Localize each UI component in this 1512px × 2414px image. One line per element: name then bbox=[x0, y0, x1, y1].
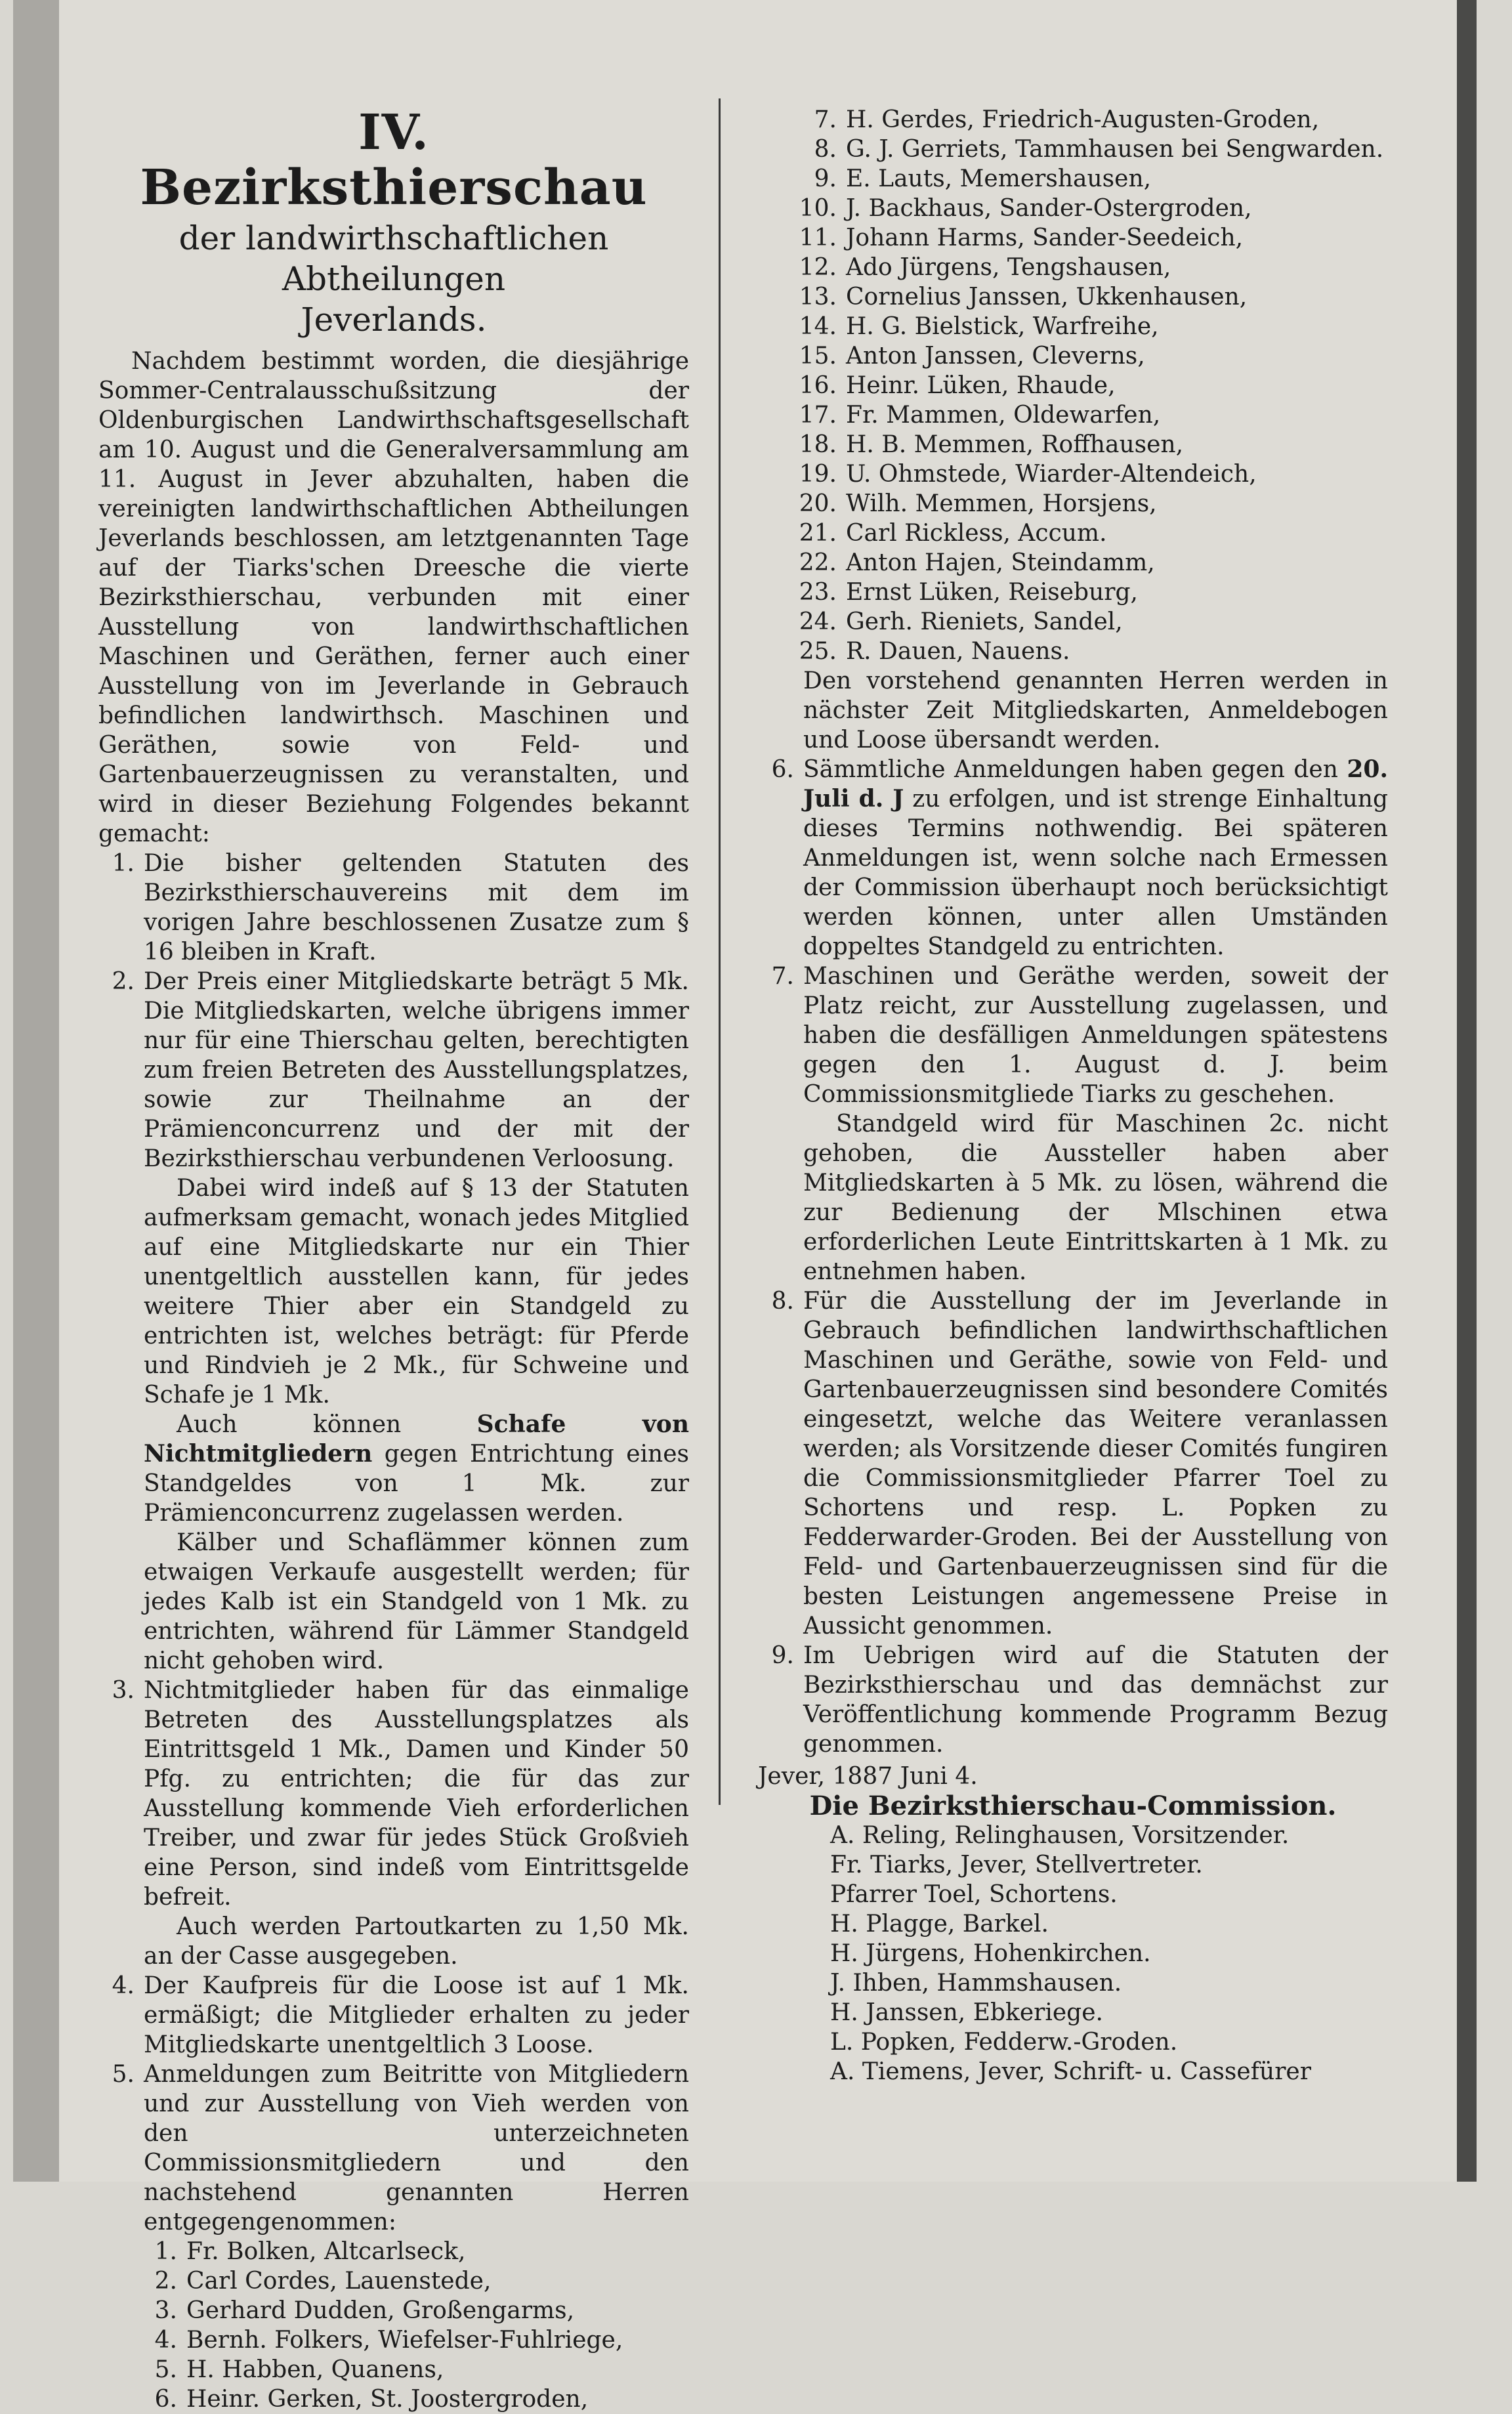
agent-list-item bbox=[98, 2355, 689, 2384]
agent-number: 14. bbox=[799, 313, 837, 340]
clause-4 bbox=[98, 1971, 689, 2060]
agent-list-item bbox=[758, 371, 1388, 400]
agent-number: 1. bbox=[154, 2238, 177, 2265]
agent-list-item bbox=[98, 2296, 689, 2325]
agent-name: U. Ohmstede, Wiarder-Altendeich, bbox=[846, 461, 1257, 488]
agent-number: 12. bbox=[799, 254, 837, 281]
clause-number: 7. bbox=[771, 963, 794, 990]
agent-number: 21. bbox=[799, 520, 837, 547]
clause-number: 1. bbox=[112, 850, 135, 877]
clause-1 bbox=[98, 849, 689, 967]
agent-list-item bbox=[758, 194, 1388, 223]
agent-number: 5. bbox=[154, 2356, 177, 2383]
page-binding-edge bbox=[1457, 0, 1477, 2182]
commission-member: H. Jürgens, Hohenkirchen. bbox=[830, 1940, 1151, 1967]
agent-list-item bbox=[98, 2384, 689, 2414]
agent-list-item bbox=[758, 223, 1388, 253]
commission-member: Fr. Tiarks, Jever, Stellvertreter. bbox=[830, 1852, 1203, 1878]
right-column bbox=[758, 105, 1388, 2086]
agent-list-item bbox=[758, 253, 1388, 282]
agent-name: Ado Jürgens, Tengshausen, bbox=[846, 254, 1171, 281]
agent-name: E. Lauts, Memershausen, bbox=[846, 165, 1152, 192]
clause-text: Der Preis einer Mitgliedskarte beträgt 5 Mk. Die Mitgliedskarten, welche übrigens immer nur für eine Thierschau gelten, berechtigten zum freien Betreten des Ausstellungsplatzes, sowie zur Theilnahme an der Prämienconcurrenz und der mit der Bezirksthierschau verbundenen Verloosung. bbox=[144, 968, 689, 1172]
clause-text: Die bisher geltenden Statuten des Bezirksthierschauvereins mit dem im vorigen Jahre beschlossenen Zusatze zum § 16 bleiben in Kraft. bbox=[144, 850, 689, 965]
commission-member: J. Ihben, Hammshausen. bbox=[830, 1970, 1122, 1997]
text-run: zu erfolgen, und ist strenge Einhaltung dieses Termins nothwendig. Bei späteren Anmeldungen ist, wenn solche nach Ermessen der Commission überhaupt noch berücksichtigt werden können, unter allen Umständen doppeltes Standgeld zu entrichten. bbox=[803, 786, 1388, 960]
clause-paragraph: Standgeld wird für Maschinen 2c. nicht gehoben, die Aussteller haben aber Mitgliedskarten à 5 Mk. zu lösen, während die zur Bedienung der Mlschinen etwa erforderlichen Leute Eintrittskarten à 1 Mk. zu entnehmen haben. bbox=[803, 1111, 1388, 1285]
agent-list-item bbox=[98, 2325, 689, 2355]
clause-number: 8. bbox=[771, 1288, 794, 1315]
commission-member: H. Plagge, Barkel. bbox=[830, 1911, 1049, 1938]
agent-name: Cornelius Janssen, Ukkenhausen, bbox=[846, 284, 1248, 310]
commission-member: A. Reling, Relinghausen, Vorsitzender. bbox=[830, 1822, 1290, 1849]
agent-name: J. Backhaus, Sander-Ostergroden, bbox=[846, 195, 1252, 222]
commission-heading: Die Bezirksthierschau-Commission. bbox=[809, 1790, 1337, 1821]
agent-number: 13. bbox=[799, 284, 837, 310]
clause-text: Für die Ausstellung der im Jeverlande in Gebrauch befindlichen landwirthschaftlichen Maschinen und Geräthe, sowie von Feld- und Gartenbauerzeugnissen sind besondere Comités eingesetzt, welche das Weitere veranlassen werden; als Vorsitzende dieser Comités fungiren die Commissionsmitglieder Pfarrer Toel zu Schortens und resp. L. Popken zu Fedderwarder-Groden. Bei der Ausstellung von Feld- und Gartenbauerzeugnissen sind für die besten Leistungen angemessene Preise in Aussicht genommen. bbox=[803, 1288, 1388, 1640]
agent-list-item bbox=[758, 637, 1388, 666]
clause-paragraph: Auch werden Partoutkarten zu 1,50 Mk. an der Casse ausgegeben. bbox=[144, 1913, 689, 1970]
bold-phrase: Schafe von Nichtmitgliedern bbox=[144, 1410, 689, 1468]
agent-number: 15. bbox=[799, 343, 837, 370]
agent-name: Gerh. Rieniets, Sandel, bbox=[846, 608, 1123, 635]
clause-text: Der Kaufpreis für die Loose ist auf 1 Mk. ermäßigt; die Mitglieder erhalten zu jeder Mitgliedskarte unentgeltlich 3 Loose. bbox=[144, 1972, 689, 2058]
agent-number: 17. bbox=[799, 402, 837, 429]
agent-name: R. Dauen, Nauens. bbox=[846, 638, 1070, 665]
agent-number: 6. bbox=[154, 2386, 177, 2413]
agent-number: 23. bbox=[799, 579, 837, 606]
clause-text: Nichtmitglieder haben für das einmalige Betreten des Ausstellungsplatzes als Eintrittsgeld 1 Mk., Damen und Kinder 50 Pfg. zu entrichten; die für das zur Ausstellung kommende Vieh erforderlichen Treiber, und zwar für jedes Stück Großvieh eine Person, sind indeß vom Eintrittsgelde befreit. bbox=[144, 1677, 689, 1911]
commission-member: Pfarrer Toel, Schortens. bbox=[830, 1881, 1118, 1908]
agent-number: 4. bbox=[154, 2327, 177, 2354]
clause-6 bbox=[758, 755, 1388, 962]
agent-number: 20. bbox=[799, 490, 837, 517]
commission-members bbox=[758, 1821, 1388, 2086]
intro-paragraph: Nachdem bestimmt worden, die diesjährige Sommer-Centralausschußsitzung der Oldenburgischen Landwirthschaftsgesellschaft am 10. August und die Generalversammlung am 11. August in Jever abzuhalten, haben die vereinigten landwirthschaftlichen Abtheilungen Jeverlands beschlossen, am letztgenannten Tage auf der Tiarks'schen Dreesche die vierte Bezirksthierschau, verbunden mit einer Ausstellung von landwirthschaftlichen Maschinen und Geräthen, ferner auch einer Ausstellung von im Jeverlande in Gebrauch befindlichen landwirthsch. Maschinen und Geräthen, sowie von Feld- und Gartenbauerzeugnissen zu veranstalten, und wird in dieser Beziehung Folgendes bekannt gemacht: bbox=[98, 348, 689, 847]
agent-name: Heinr. Lüken, Rhaude, bbox=[846, 372, 1116, 399]
agent-name: Johann Harms, Sander-Seedeich, bbox=[846, 224, 1244, 251]
agent-list-item bbox=[758, 400, 1388, 430]
left-column bbox=[98, 105, 689, 2414]
clause-paragraph: Dabei wird indeß auf § 13 der Statuten aufmerksam gemacht, wonach jedes Mitglied auf eine Mitgliedskarte nur ein Thier unentgeltlich ausstellen kann, für jedes weitere Thier aber ein Standgeld zu entrichten ist, welches beträgt: für Pferde und Rindvieh je 2 Mk., für Schweine und Schafe je 1 Mk. bbox=[144, 1175, 689, 1408]
clause-number: 6. bbox=[771, 756, 794, 783]
commission-member: A. Tiemens, Jever, Schrift- u. Cassefürer bbox=[830, 2058, 1311, 2085]
agent-list-item bbox=[758, 519, 1388, 548]
clause-number: 4. bbox=[112, 1972, 135, 1999]
agent-list-item bbox=[758, 459, 1388, 489]
agent-number: 8. bbox=[814, 136, 837, 163]
deadline-date: 20. Juli d. J bbox=[803, 755, 1388, 813]
text-run: Auch können bbox=[177, 1411, 477, 1438]
agent-list-item bbox=[758, 548, 1388, 578]
clause-3 bbox=[98, 1676, 689, 1971]
subtitle-line-1: der landwirthschaftlichen Abtheilungen bbox=[178, 219, 609, 298]
agent-name: Heinr. Gerken, St. Joostergroden, bbox=[186, 2386, 589, 2413]
agent-name: H. B. Memmen, Roffhausen, bbox=[846, 431, 1184, 458]
clause-5 bbox=[98, 2060, 689, 2237]
agent-list-item bbox=[758, 282, 1388, 312]
agent-name: H. Gerdes, Friedrich-Augusten-Groden, bbox=[846, 106, 1320, 133]
subtitle-line-2: Jeverlands. bbox=[301, 301, 487, 339]
agent-number: 22. bbox=[799, 549, 837, 576]
agents-note: Den vorstehend genannten Herren werden in nächster Zeit Mitgliedskarten, Anmeldebogen und Loose übersandt werden. bbox=[803, 667, 1388, 753]
agent-number: 3. bbox=[154, 2297, 177, 2324]
agent-list-item bbox=[758, 578, 1388, 607]
agent-list-item bbox=[758, 607, 1388, 637]
clause-number: 3. bbox=[112, 1677, 135, 1704]
clause-number: 5. bbox=[112, 2061, 135, 2088]
agent-number: 19. bbox=[799, 461, 837, 488]
agent-list-item bbox=[758, 105, 1388, 135]
clause-2 bbox=[98, 967, 689, 1676]
agents-list-part-2 bbox=[758, 105, 1388, 666]
clause-paragraph: Kälber und Schaflämmer können zum etwaigen Verkaufe ausgestellt werden; für jedes Kalb ist ein Standgeld von 1 Mk. zu entrichten, während für Lämmer Standgeld nicht gehoben wird. bbox=[144, 1529, 689, 1674]
newspaper-page bbox=[13, 0, 1477, 2413]
column-divider bbox=[719, 98, 721, 1805]
signature-date: Jever, 1887 Juni 4. bbox=[758, 1763, 978, 1790]
agent-name: Fr. Mammen, Oldewarfen, bbox=[846, 402, 1161, 429]
clause-text bbox=[803, 755, 1388, 962]
agent-number: 2. bbox=[154, 2268, 177, 2295]
clause-7 bbox=[758, 962, 1388, 1286]
text-run: Sämmtliche Anmeldungen haben gegen den bbox=[803, 756, 1347, 783]
agent-list-item bbox=[758, 164, 1388, 194]
agent-number: 24. bbox=[799, 608, 837, 635]
agent-number: 18. bbox=[799, 431, 837, 458]
agent-list-item bbox=[758, 430, 1388, 459]
agent-number: 25. bbox=[799, 638, 837, 665]
agent-name: Carl Rickless, Accum. bbox=[846, 520, 1107, 547]
agent-number: 11. bbox=[799, 224, 837, 251]
agent-number: 7. bbox=[814, 106, 837, 133]
commission-member: L. Popken, Fedderw.-Groden. bbox=[830, 2029, 1178, 2056]
commission-member: H. Janssen, Ebkeriege. bbox=[830, 1999, 1103, 2026]
agent-number: 10. bbox=[799, 195, 837, 222]
agent-name: Anton Hajen, Steindamm, bbox=[846, 549, 1155, 576]
clause-text: Im Uebrigen wird auf die Statuten der Bezirksthierschau und das demnächst zur Veröffentlichung kommende Programm Bezug genommen. bbox=[803, 1642, 1388, 1758]
facing-page-edge bbox=[13, 0, 59, 2182]
agent-number: 16. bbox=[799, 372, 837, 399]
agent-name: Fr. Bolken, Altcarlseck, bbox=[186, 2238, 466, 2265]
clause-number: 9. bbox=[771, 1642, 794, 1669]
clause-number: 2. bbox=[112, 968, 135, 995]
agent-name: Anton Janssen, Cleverns, bbox=[846, 343, 1145, 370]
agent-list-item bbox=[758, 489, 1388, 519]
agent-name: H. Habben, Quanens, bbox=[186, 2356, 444, 2383]
clause-text: Maschinen und Geräthe werden, soweit der Platz reicht, zur Ausstellung zugelassen, und haben die desfälligen Anmeldungen spätestens gegen den 1. August d. J. beim Commissionsmitgliede Tiarks zu geschehen. bbox=[803, 963, 1388, 1108]
clause-paragraph bbox=[144, 1410, 689, 1528]
agent-number: 9. bbox=[814, 165, 837, 192]
agent-list-item bbox=[758, 341, 1388, 371]
agent-name: G. J. Gerriets, Tammhausen bei Sengwarden. bbox=[846, 136, 1384, 163]
agent-list-item bbox=[98, 2237, 689, 2266]
clause-9 bbox=[758, 1641, 1388, 1759]
clause-text: Anmeldungen zum Beitritte von Mitgliedern und zur Ausstellung von Vieh werden von den unterzeichneten Commissionsmitgliedern und den nachstehend genannten Herren entgegengenommen: bbox=[144, 2061, 689, 2235]
agent-list-item bbox=[758, 135, 1388, 164]
text-run: gegen Entrichtung eines Standgeldes von 1 Mk. zur Prämienconcurrenz zugelassen werden. bbox=[144, 1441, 689, 1527]
agents-list-part-1 bbox=[98, 2237, 689, 2414]
article-subtitle bbox=[98, 218, 689, 340]
agent-name: Ernst Lüken, Reiseburg, bbox=[846, 579, 1138, 606]
agent-name: H. G. Bielstick, Warfreihe, bbox=[846, 313, 1159, 340]
agent-name: Bernh. Folkers, Wiefelser-Fuhlriege, bbox=[186, 2327, 623, 2354]
agent-list-item bbox=[98, 2266, 689, 2296]
agent-name: Wilh. Memmen, Horsjens, bbox=[846, 490, 1157, 517]
agent-name: Gerhard Dudden, Großengarms, bbox=[186, 2297, 575, 2324]
clause-8 bbox=[758, 1286, 1388, 1641]
article-title: IV. Bezirksthierschau bbox=[140, 104, 648, 216]
agent-name: Carl Cordes, Lauenstede, bbox=[186, 2268, 492, 2295]
agent-list-item bbox=[758, 312, 1388, 341]
